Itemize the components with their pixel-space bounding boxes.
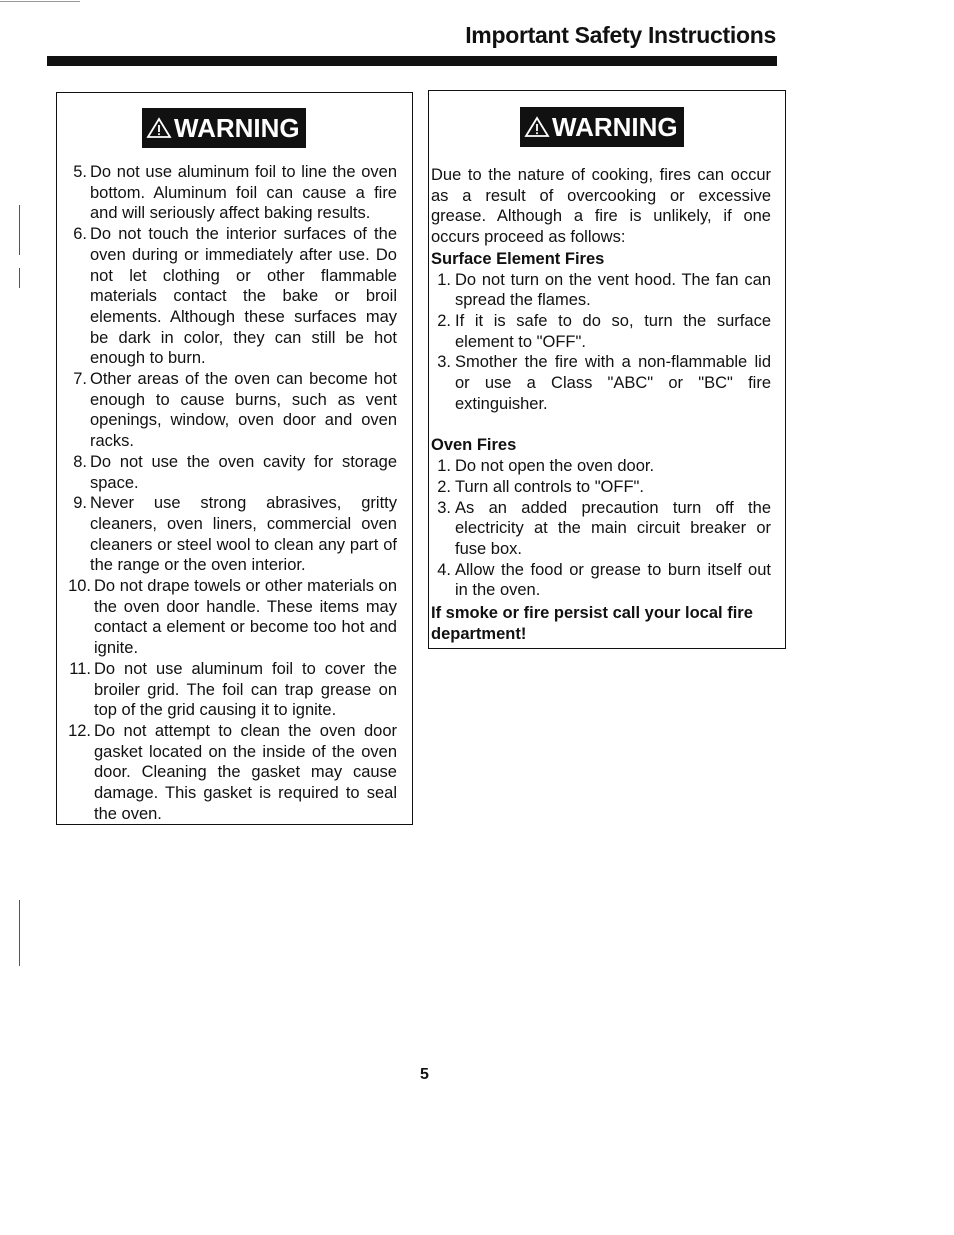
warning-banner [520,107,684,147]
warning-banner-label: WARNING [552,112,678,142]
scan-edge-line [0,1,80,2]
list-item: 10. Do not drape towels or other materials on the oven door handle. These items may contact a element or become too hot and ignite. [68,577,397,658]
warning-banner [142,108,306,148]
list-item: 12. Do not attempt to clean the oven door gasket located on the inside of the oven door. Cleaning the gasket may cause damage. This gasket is required to seal the oven. [68,721,397,823]
page-title: Important Safety Instructions [465,22,776,48]
oven-fires-heading: Oven Fires [431,436,517,455]
intro-paragraph: Due to the nature of cooking, fires can occur as a result of overcooking or excessive grease. Although a fire is unlikely, if one occurs proceed as follows: [431,166,771,247]
list-item: 1. Do not turn on the vent hood. The fan can spread the flames. [437,270,771,310]
fire-instructions [431,165,771,644]
surface-fires-heading: Surface Element Fires [431,249,605,268]
warning-banner-label: WARNING [174,113,300,143]
list-item: 8. Do not use the oven cavity for storage space. [73,452,397,492]
scan-margin-mark [19,900,20,966]
list-item: 2. Turn all controls to "OFF". [437,477,644,496]
title-rule [47,56,777,66]
list-item: 5. Do not use aluminum foil to line the oven bottom. Aluminum foil can cause a fire and will seriously affect baking results. [73,163,397,223]
list-item: 4. Allow the food or grease to burn itself out in the oven. [437,560,771,600]
list-item: 1. Do not open the oven door. [437,457,655,476]
list-item: 9. Never use strong abrasives, gritty cleaners, oven liners, commercial oven cleaners or steel wool to clean any part of the range or the oven interior. [73,494,397,575]
page-number: 5 [420,1066,429,1083]
list-item: 11. Do not use aluminum foil to cover the broiler grid. The foil can trap grease on top of the grid causing it to ignite. [69,659,397,720]
warning-triangle-icon [146,117,172,139]
list-item: 6. Do not touch the interior surfaces of the oven during or immediately after use. Do not let clothing or other flammable materials contact the bake or broil elements. Although these surfaces may be dark in color, they can still be hot enough to burn. [73,225,397,368]
right-warning-box [428,90,786,649]
warning-triangle-icon [524,116,550,138]
scan-margin-mark [19,268,20,288]
scan-margin-mark [19,205,20,255]
left-warning-list [57,162,397,825]
list-item: 3. As an added precaution turn off the electricity at the main circuit breaker or fuse box. [437,498,771,558]
list-item: 7. Other areas of the oven can become hot enough to cause burns, such as vent openings, window, oven door and oven racks. [73,370,397,451]
list-item: 2. If it is safe to do so, turn the surface element to "OFF". [437,311,771,351]
closing-statement: If smoke or fire persist call your local fire department! [431,604,753,643]
list-item: 3. Smother the fire with a non-flammable lid or use a Class "ABC" or "BC" fire extinguisher. [437,353,771,413]
left-warning-box [56,92,413,825]
